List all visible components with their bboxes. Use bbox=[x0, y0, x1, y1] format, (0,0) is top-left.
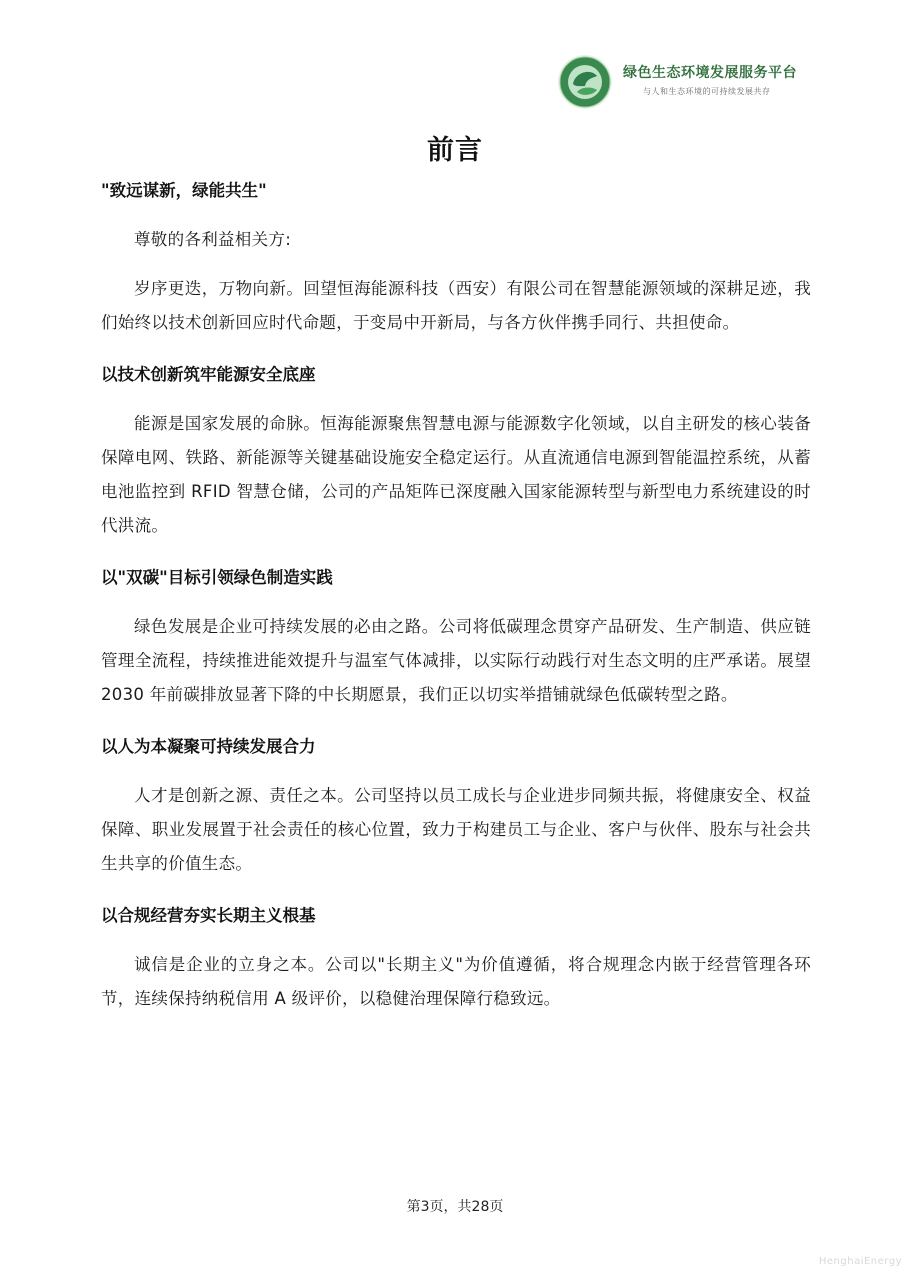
greeting-paragraph: 尊敬的各利益相关方: bbox=[134, 230, 292, 249]
page-number: 第3页，共28页 bbox=[406, 1199, 504, 1215]
motto-heading: "致远谋新，绿能共生" bbox=[101, 181, 267, 200]
intro-paragraph: 岁序更迭，万物向新。回望恒海能源科技（西安）有限公司在智慧能源领域的深耕足迹，我们始终以技术创新回应时代命题，于变局中开新局，与各方伙伴携手同行、共担使命。 bbox=[101, 279, 811, 332]
earth-leaf-emblem-icon bbox=[557, 54, 615, 110]
section-heading-people: 以人为本凝聚可持续发展合力 bbox=[101, 737, 316, 756]
section-body-tech: 能源是国家发展的命脉。恒海能源聚焦智慧电源与能源数字化领域，以自主研发的核心装备保障电网、铁路、新能源等关键基础设施安全稳定运行。从直流通信电源到智能温控系统，从蓄电池监控到 RFID 智慧仓储，公司的产品矩阵已深度融入国家能源转型与新型电力系统建设的时代洪流。 bbox=[101, 414, 811, 535]
section-body-carbon: 绿色发展是企业可持续发展的必由之路。公司将低碳理念贯穿产品研发、生产制造、供应链管理全流程，持续推进能效提升与温室气体减排，以实际行动践行对生态文明的庄严承诺。展望 2030 年前碳排放显著下降的中长期愿景，我们正以切实举措铺就绿色低碳转型之路。 bbox=[101, 617, 811, 704]
section-body-compliance: 诚信是企业的立身之本。公司以"长期主义"为价值遵循，将合规理念内嵌于经营管理各环节，连续保持纳税信用 A 级评价，以稳健治理保障行稳致远。 bbox=[101, 955, 811, 1008]
document-body bbox=[101, 174, 811, 1016]
section-heading-compliance: 以合规经营夯实长期主义根基 bbox=[101, 906, 316, 925]
section-heading-tech: 以技术创新筑牢能源安全底座 bbox=[101, 365, 316, 384]
logo-subtitle: 与人和生态环境的可持续发展共存 bbox=[643, 87, 771, 96]
page-title: 前言 bbox=[427, 135, 483, 166]
section-heading-carbon: 以"双碳"目标引领绿色制造实践 bbox=[101, 568, 333, 587]
logo-title: 绿色生态环境发展服务平台 bbox=[623, 65, 797, 81]
watermark-text: HenghaiEnergy bbox=[818, 1256, 902, 1267]
platform-logo bbox=[557, 54, 811, 110]
section-body-people: 人才是创新之源、责任之本。公司坚持以员工成长与企业进步同频共振，将健康安全、权益保障、职业发展置于社会责任的核心位置，致力于构建员工与企业、客户与伙伴、股东与社会共生共享的价值生态。 bbox=[101, 786, 811, 873]
